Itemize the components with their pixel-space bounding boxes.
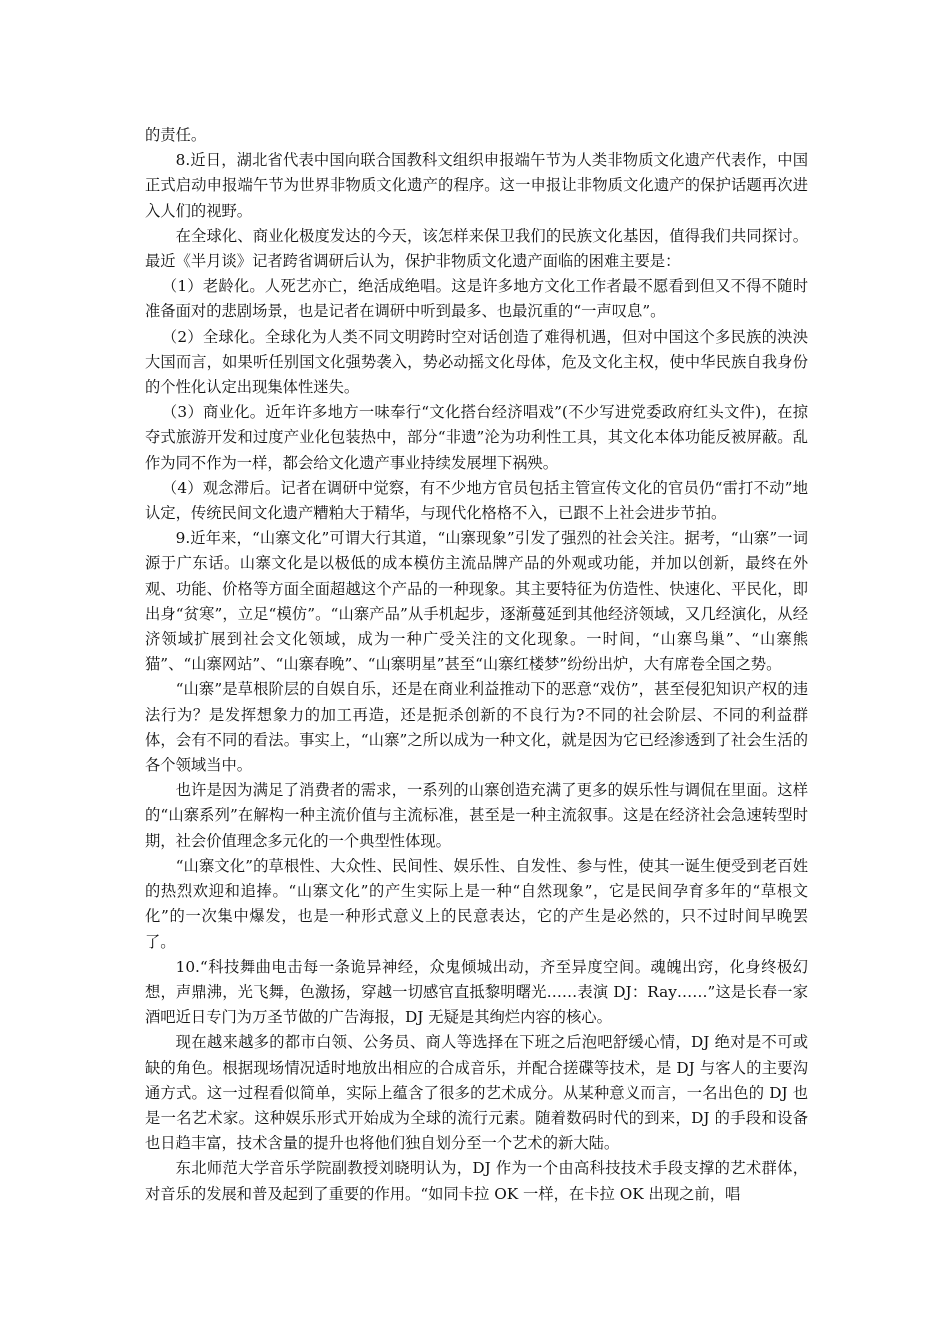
paragraph-point-2: （2）全球化。全球化为人类不同文明跨时空对话创造了难得机遇，但对中国这个多民族的泱泱大国而言，如果听任别国文化强势袭入，势必动摇文化母体，危及文化主权，使中华民族自我身份的个性化认定出现集体性迷失。 xyxy=(145,327,808,397)
paragraph-point-1: （1）老龄化。人死艺亦亡，绝活成绝唱。这是许多地方文化工作者最不愿看到但又不得不随时准备面对的悲剧场景，也是记者在调研中听到最多、也最沉重的“一声叹息”。 xyxy=(145,277,808,321)
paragraph-continuation: 的责任。 xyxy=(145,126,207,144)
paragraph: 东北师范大学音乐学院副教授刘晓明认为，DJ 作为一个由高科技技术手段支撑的艺术群体，对音乐的发展和普及起到了重要的作用。“如同卡拉 OK 一样，在卡拉 OK 出现之前，唱 xyxy=(145,1159,808,1203)
paragraph-item-10: 10.“科技舞曲电击每一条诡异神经，众鬼倾城出动，齐至异度空间。魂魄出窍，化身终极幻想，声鼎沸，光飞舞，色激扬，穿越一切感官直抵黎明曙光……表演 DJ：Ray……”这是长春一家酒吧近日专门为万圣节做的广告海报，DJ 无疑是其绚烂内容的核心。 xyxy=(145,957,808,1027)
paragraph-point-4: （4）观念滞后。记者在调研中觉察，有不少地方官员包括主管宣传文化的官员仍“雷打不动”地认定，传统民间文化遗产糟粕大于精华，与现代化格格不入，已跟不上社会进步节拍。 xyxy=(145,478,808,523)
paragraph-point-3: （3）商业化。近年许多地方一味奉行“文化搭台经济唱戏”(不少写进党委政府红头文件)，在掠夺式旅游开发和过度产业化包装热中，部分“非遗”沦为功利性工具，其文化本体功能反被屏蔽。乱作为同不作为一样，都会给文化遗产事业持续发展埋下祸殃。 xyxy=(145,403,808,472)
paragraph: “山寨文化”的草根性、大众性、民间性、娱乐性、自发性、参与性，使其一诞生便受到老百姓的热烈欢迎和追捧。“山寨文化”的产生实际上是一种“自然现象”，它是民间孕育多年的“草根文化”的一次集中爆发，也是一种形式意义上的民意表达，它的产生是必然的，只不过时间早晚罢了。 xyxy=(145,856,808,951)
paragraph: 现在越来越多的都市白领、公务员、商人等选择在下班之后泡吧舒缓心情，DJ 绝对是不可或缺的角色。根据现场情况适时地放出相应的合成音乐，并配合搓碟等技术，是 DJ 与客人的主要沟通方式。这一过程看似简单，实际上蕴含了很多的艺术成分。从某种意义而言，一名出色的 DJ 也是一名艺术家。这种娱乐形式开始成为全球的流行元素。随着数码时代的到来，DJ 的手段和设备也日趋丰富，技术含量的提升也将他们独自划分至一个艺术的新大陆。 xyxy=(145,1033,808,1153)
document-page xyxy=(145,123,808,1207)
paragraph-item-9: 9.近年来，“山寨文化”可谓大行其道，“山寨现象”引发了强烈的社会关注。据考，“山寨”一词源于广东话。山寨文化是以极低的成本模仿主流品牌产品的外观或功能，并加以创新，最终在外观、功能、价格等方面全面超越这个产品的一种现象。其主要特征为仿造性、快速化、平民化，即出身“贫寒”，立足“模仿”。“山寨产品”从手机起步，逐渐蔓延到其他经济领域，又几经演化，从经济领域扩展到社会文化领域，成为一种广受关注的文化现象。一时间，“山寨鸟巢”、“山寨熊猫”、“山寨网站”、“山寨春晚”、“山寨明星”甚至“山寨红楼梦”纷纷出炉，大有席卷全国之势。 xyxy=(145,529,808,674)
paragraph-item-8: 8.近日，湖北省代表中国向联合国教科文组织申报端午节为人类非物质文化遗产代表作，中国正式启动申报端午节为世界非物质文化遗产的程序。这一申报让非物质文化遗产的保护话题再次进入人们的视野。 xyxy=(145,151,808,220)
paragraph: “山寨”是草根阶层的自娱自乐，还是在商业利益推动下的恶意“戏仿”，甚至侵犯知识产权的违法行为？是发挥想象力的加工再造，还是扼杀创新的不良行为?不同的社会阶层、不同的利益群体，会有不同的看法。事实上，“山寨”之所以成为一种文化，就是因为它已经渗透到了社会生活的各个领域当中。 xyxy=(145,680,808,775)
paragraph: 在全球化、商业化极度发达的今天，该怎样来保卫我们的民族文化基因，值得我们共同探讨。最近《半月谈》记者跨省调研后认为，保护非物质文化遗产面临的困难主要是： xyxy=(145,226,808,271)
paragraph: 也许是因为满足了消费者的需求，一系列的山寨创造充满了更多的娱乐性与调侃在里面。这样的“山寨系列”在解构一种主流价值与主流标准，甚至是一种主流叙事。这是在经济社会急速转型时期，社会价值理念多元化的一个典型性体现。 xyxy=(145,781,808,850)
